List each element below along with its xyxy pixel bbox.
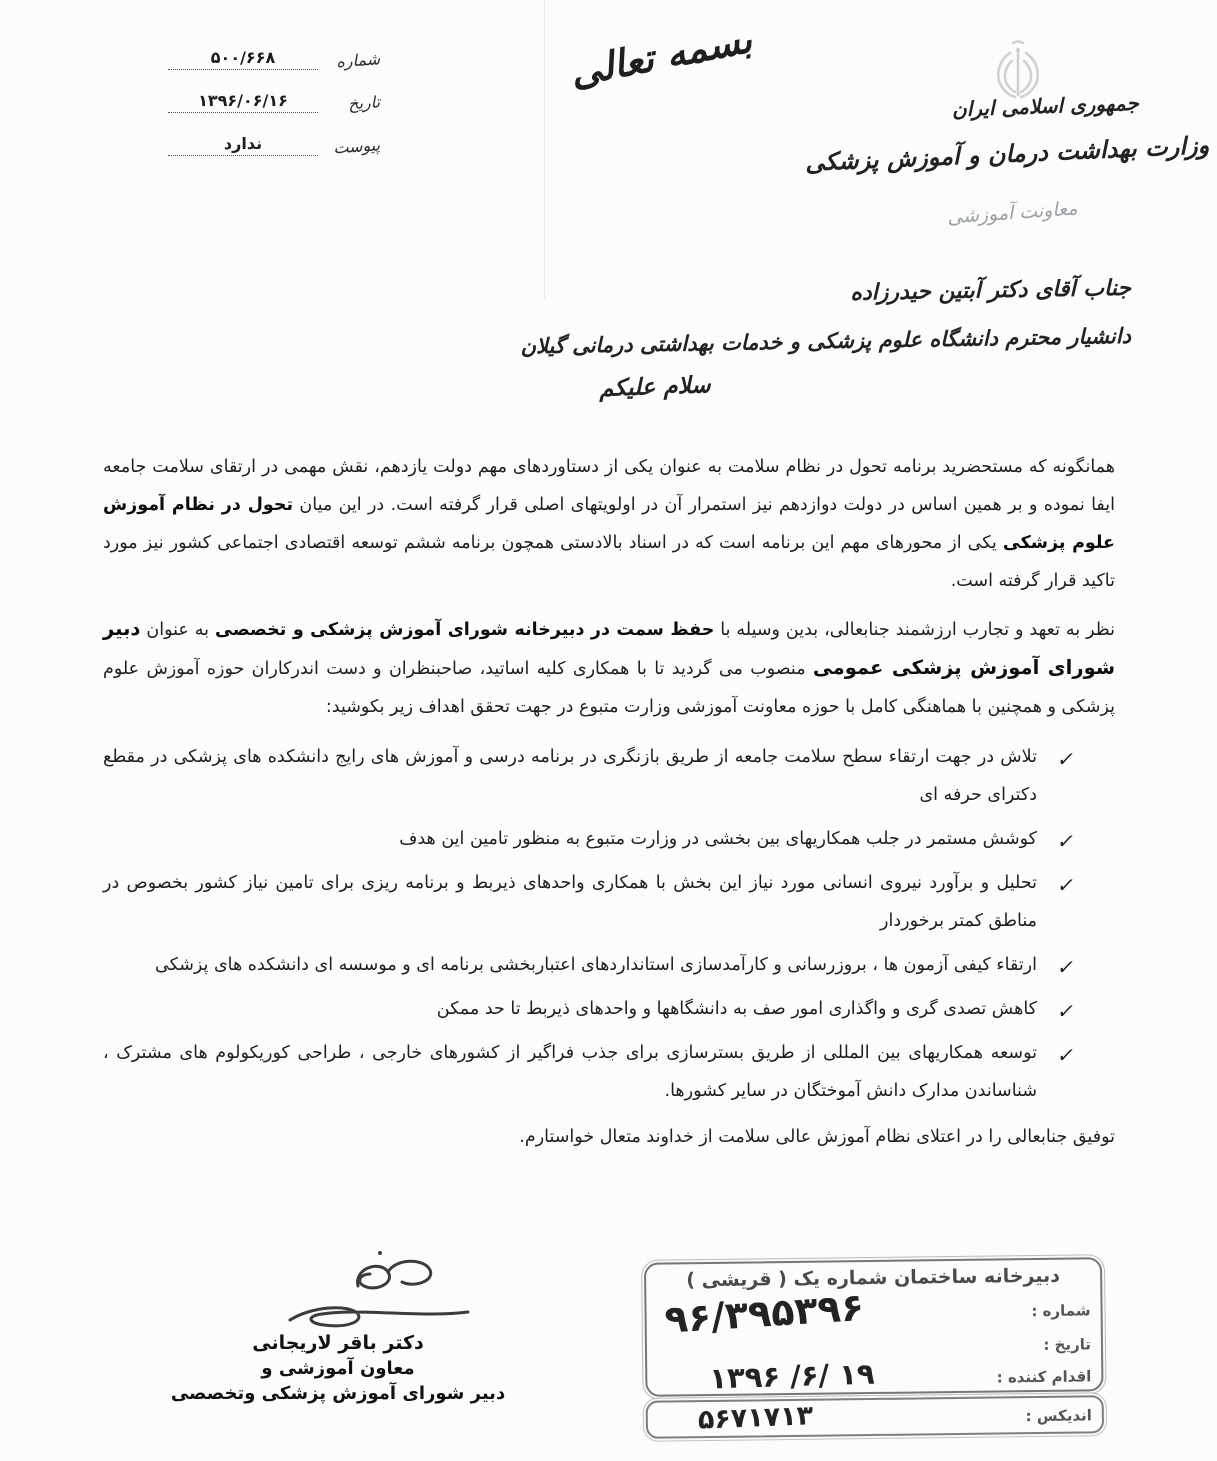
secretariat-stamp <box>644 1257 1104 1439</box>
salutation: سلام علیکم <box>598 372 711 403</box>
meta-attachment-row <box>148 134 380 156</box>
goal-item-6 <box>103 1034 1115 1110</box>
letterhead-ministry: وزارت بهداشت درمان و آموزش پزشکی <box>804 131 1210 177</box>
checkmark-icon: ✓ <box>1055 999 1078 1023</box>
stamp-index-handwritten: ۵۶۷۱۷۱۳ <box>697 1400 814 1436</box>
letter-meta <box>148 48 380 177</box>
checkmark-icon: ✓ <box>1055 1043 1078 1067</box>
p2-text-c: منصوب می گردید تا با همکاری کلیه اساتید، صاحبنظران و دست اندرکاران حوزه آموزش علوم پزشکی و همچنین با هماهنگی کامل با حوزه معاونت آموزشی وزارت متبوع در جهت تحقق اهداف زیر بکوشید: <box>103 659 1115 717</box>
recipient-block <box>431 275 1132 403</box>
goal-item-5 <box>103 990 1115 1028</box>
goal-text-1: تلاش در جهت ارتقاء سطح سلامت جامعه از طریق بازنگری در برنامه درسی و آموزش های رایج دانشکده های پزشکی در مقطع دکترای حرفه ای <box>103 747 1037 805</box>
p1-text-a: همانگونه که مستحضرید برنامه تحول در نظام سلامت به عنوان یکی از دستاوردهای مهم دولت یازدهم، نقش مهمی در ارتقای سلامت جامعه ایفا نموده و بر همین اساس در دولت دوازدهم نیز استمرار آن در اولویتهای اصلی قرار گرفته است. در این میان <box>103 457 1116 515</box>
goals-list <box>103 738 1115 1110</box>
p2-text-a: نظر به تعهد و تجارب ارزشمند جنابعالی، بدین وسیله با <box>714 620 1115 640</box>
p1-text-b: یکی از محورهای مهم این برنامه است که در اسناد بالادستی همچون برنامه ششم توسعه اقتصادی اجتماعی کشور نیز مورد تاکید قرار گرفته است. <box>103 533 1115 591</box>
stamp-date-label: تاریخ : <box>1043 1335 1092 1354</box>
meta-attachment-value: ندارد <box>168 134 318 156</box>
goal-text-2: کوشش مستمر در جلب همکاریهای بین بخشی در وزارت متبوع به منظور تامین این هدف <box>399 829 1037 849</box>
p2-bold-phrase-1: حفظ سمت در دبیرخانه شورای آموزش پزشکی و تخصصی <box>214 620 715 640</box>
letterhead-country: جمهوری اسلامی ایران <box>951 90 1140 122</box>
stamp-number-handwritten: ۹۶/۳۹۵۳۹۶ <box>663 1284 866 1342</box>
letterhead-deputy: معاونت آموزشی <box>945 197 1078 229</box>
p1-bold-phrase: تحول در نظام آموزش علوم پزشکی <box>103 495 1115 553</box>
p2-text-b: به عنوان <box>140 620 215 640</box>
goal-text-4: ارتقاء کیفی آزمون ها ، بروزرسانی و کارآمدسازی استانداردهای اعتباربخشی برنامه ای و موسسه ای دانشکده های پزشکی <box>154 955 1037 975</box>
checkmark-icon: ✓ <box>1055 747 1078 771</box>
goal-text-6: توسعه همکاریهای بین المللی از طریق بسترسازی برای جذب فراگیر از کشورهای خارجی ، طراحی کوریکولوم های مشترک ، شناساندن مدارک دانش آموختگان در سایر کشورها. <box>103 1043 1037 1101</box>
paragraph-2 <box>103 610 1115 726</box>
stamp-title: دبیرخانه ساختمان شماره یک ( قریشی ) <box>686 1264 1061 1292</box>
meta-number-label: شماره <box>335 49 381 72</box>
meta-date-row <box>148 91 380 113</box>
closing-line: توفیق جنابعالی را در اعتلای نظام آموزش عالی سلامت از خداوند متعال خواستارم. <box>519 1127 1115 1147</box>
signer-name: دکتر باقر لاریجانی <box>252 1332 424 1354</box>
p2-bold-phrase-2: دبیر شورای آموزش پزشکی عمومی <box>103 617 1115 679</box>
goal-item-1 <box>103 738 1115 814</box>
meta-date-value: ۱۳۹۶/۰۶/۱۶ <box>168 91 318 113</box>
signer-title-1: معاون آموزشی و <box>261 1358 415 1379</box>
bismillah-calligraphy: بسمه تعالی <box>566 16 756 96</box>
meta-attachment-label: پیوست <box>332 135 381 158</box>
goal-text-3: تحلیل و برآورد نیروی انسانی مورد نیاز این بخش با همکاری واحدهای ذیربط و برنامه ریزی برای تامین نیاز کشور بخصوص در مناطق کمتر برخوردار <box>103 873 1037 931</box>
stamp-main-box <box>644 1257 1104 1397</box>
meta-date-label: تاریخ <box>347 92 381 114</box>
stamp-index-box <box>646 1395 1104 1439</box>
paper-fold-line <box>544 0 545 300</box>
letter-body <box>103 448 1115 1156</box>
goal-item-4 <box>103 946 1115 984</box>
recipient-name: جناب آقای دکتر آبتین حیدرزاده <box>850 275 1132 306</box>
checkmark-icon: ✓ <box>1055 829 1078 853</box>
stamp-index-label: اندیکس : <box>1025 1406 1092 1426</box>
checkmark-icon: ✓ <box>1055 873 1078 897</box>
stamp-number-label: شماره : <box>1031 1301 1091 1321</box>
goal-item-3 <box>103 864 1115 940</box>
stamp-date-handwritten: ۱۳۹۶ /۶/ ۱۹ <box>708 1356 876 1396</box>
recipient-position: دانشیار محترم دانشگاه علوم پزشکی و خدمات بهداشتی درمانی گیلان <box>520 323 1132 359</box>
meta-number-value: ۵۰۰/۶۶۸ <box>168 48 318 70</box>
checkmark-icon: ✓ <box>1055 955 1078 979</box>
goal-text-5: کاهش تصدی گری و واگذاری امور صف به دانشگاهها و واحدهای ذیربط تا حد ممکن <box>436 999 1037 1019</box>
paragraph-1 <box>103 448 1115 600</box>
signature-block <box>168 1330 508 1407</box>
stamp-actor-label: اقدام کننده : <box>996 1367 1092 1387</box>
signer-title-2: دبیر شورای آموزش پزشکی وتخصصی <box>170 1383 506 1404</box>
meta-number-row <box>148 48 380 70</box>
goal-item-2 <box>103 820 1115 858</box>
